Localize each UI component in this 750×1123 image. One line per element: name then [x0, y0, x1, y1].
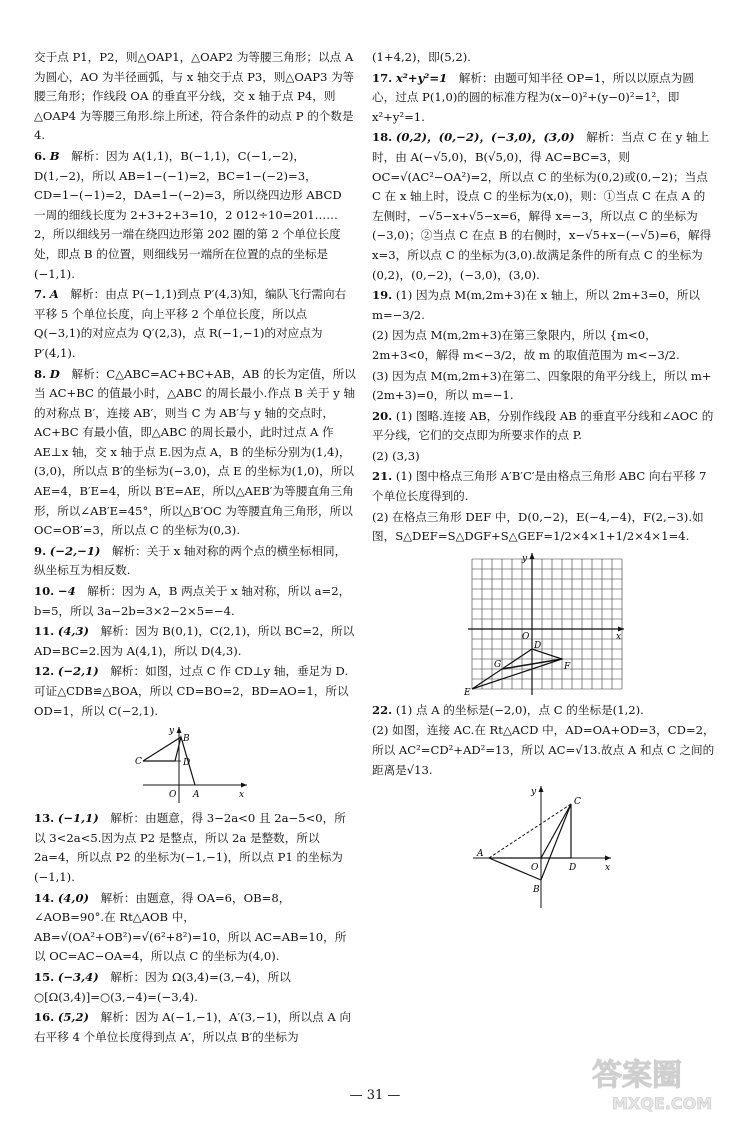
item-number: 15.	[34, 969, 55, 984]
item-number: 18.	[372, 130, 393, 145]
item-text: 解析：因为 Ω(3,4)=(3,−4)，所以○[Ω(3,4)]=○(3,−4)=(−3,4).	[34, 969, 291, 1004]
right-column	[372, 48, 716, 914]
svg-text:答案圈: 答案圈	[592, 1058, 682, 1093]
item-text: 解析：由题意，得 3−2a<0 且 2a−5<0，所以 3<2a<5.因为点 P2 是整点，所以 2a 是整数，所以 2a=4，所以点 P2 的坐标为(−1,−1)，所以点 P1 的坐标为(−1,1).	[34, 811, 346, 884]
item-number: 12.	[34, 664, 55, 679]
item-number: 17.	[372, 70, 393, 85]
item-answer: (−2,1)	[57, 664, 99, 679]
list-item	[372, 508, 716, 547]
item-number: 16.	[34, 1010, 55, 1025]
list-item	[34, 809, 356, 887]
item-text: 解析：因为 B(0,1)，C(2,1)，所以 BC=2，所以 AD=BC=2.因为 A(4,1)，所以 D(4,3).	[34, 624, 355, 658]
item-number: 22.	[372, 702, 393, 717]
figure-label: A	[477, 849, 484, 860]
item-text: 解析：由点 P(−1,1)到点 P′(4,3)知，编队飞行需向右平移 5 个单位长度，向上平移 2 个单位长度，所以点 Q(−3,1)的对应点为 Q′(2,3)，点 R(−1,−1)的对应点为 P′(4,1).	[34, 287, 347, 360]
list-item	[34, 889, 356, 967]
item-text: (2) (3,3)	[372, 448, 420, 463]
figure-label: y	[522, 553, 528, 564]
item-answer: (0,2)，(0,−2)，(−3,0)，(3,0)	[395, 130, 575, 145]
list-item	[372, 326, 716, 365]
item-text: (1) 图略.连接 AB，分别作线段 AB 的垂直平分线和∠AOC 的平分线，它们的交点即为所要求作的点 P.	[372, 408, 714, 443]
item-number: 11.	[34, 624, 55, 639]
list-item	[372, 48, 716, 68]
item-answer: (4,3)	[57, 624, 90, 639]
figure-label: D	[569, 863, 577, 874]
list-item	[34, 582, 356, 621]
list-item	[372, 69, 716, 128]
item-number: 9.	[34, 543, 47, 558]
figure-label: F	[564, 661, 571, 672]
item-text: (1) 图中格点三角形 A′B′C′是由格点三角形 ABC 向右平移 7 个单位长度得到的.	[372, 469, 707, 504]
page-number: — 31 —	[349, 1088, 401, 1103]
list-item	[34, 365, 356, 541]
item-text: 解析：由题意，得 OA=6，OB=8，∠AOB=90°.在 Rt△AOB 中，AB=√(OA²+OB²)=√(6²+8²)=10，所以 AC=AB=10，所以 OC=AC−OA=4，所以点 C 的坐标为(4,0).	[34, 890, 347, 964]
item-answer: B	[49, 148, 60, 163]
list-item	[34, 968, 356, 1007]
figure-21-grid	[454, 549, 634, 699]
svg-text:MXQE.COM: MXQE.COM	[612, 1094, 713, 1113]
item-number: 20.	[372, 408, 393, 423]
item-text: 解析：因为 A(−1,−1)，A′(3,−1)，所以点 A 向右平移 4 个单位长度得到点 A′，所以点 B′的坐标为	[34, 1010, 352, 1044]
item-number: 6.	[34, 148, 47, 163]
list-item	[372, 447, 716, 467]
list-item	[34, 542, 356, 581]
item-text: (2) 在格点三角形 DEF 中，D(0,−2)，E(−4,−4)，F(2,−3).如图，S△DEF=S△DGF+S△GEF=1/2×4×1+1/2×4×1=4.	[372, 509, 704, 544]
figure-label: A	[193, 790, 200, 801]
item-text: 解析：如图，过点 C 作 CD⊥y 轴，垂足为 D.可证△CDB≌△BOA，所以 CD=BO=2，BD=AO=1，所以 OD=1，所以 C(−2,1).	[34, 664, 349, 718]
watermark-logo	[582, 1047, 742, 1117]
list-item	[34, 48, 356, 146]
item-answer: x²+y²=1	[395, 70, 448, 85]
figure-22	[469, 782, 619, 912]
figure-label: O	[169, 790, 177, 801]
item-answer: (5,2)	[57, 1010, 90, 1025]
item-text: 解析：因为 A，B 两点关于 x 轴对称，所以 a=2，b=5，所以 3a−2b=3×2−2×5=−4.	[34, 584, 351, 618]
item-number: 13.	[34, 811, 55, 826]
item-answer: A	[49, 287, 59, 302]
item-text: (1) 点 A 的坐标是(−2,0)，点 C 的坐标是(1,2).	[395, 702, 644, 717]
list-item	[34, 285, 356, 363]
item-text: (1) 因为点 M(m,2m+3)在 x 轴上，所以 2m+3=0，所以 m=−3/2.	[372, 288, 700, 322]
figure-12	[135, 723, 255, 807]
figure-label: D	[534, 640, 542, 651]
item-text: 解析：当点 C 在 y 轴上时，由 A(−√5,0)，B(√5,0)，得 AC=BC=3，则 OC=√(AC²−OA²)=2，所以点 C 的坐标为(0,2)或(0,−2)；当点 C 在 x 轴上时，设点 C 的坐标为(x,0)，则：①当点 C 在点 A 的左侧时，−√5−x+√5−x=6，解得 x=−3，所以点 C 的坐标为(−3,0)；②当点 C 在点 B 的右侧时，x−√5+x−(−√5)=6，解得 x=3，所以点 C 的坐标为(3,0).故满足条件的所有点 C 的坐标为(0,2)，(0,−2)，(−3,0)，(3,0).	[372, 130, 712, 282]
item-text: 解析：C△ABC=AC+BC+AB，AB 的长为定值，所以当 AC+BC 的值最小时，△ABC 的周长最小.作点 B 关于 y 轴的对称点 B′，连接 AB′，则当 C 为 AB′与 y 轴的交点时，AC+BC 有最小值，即△ABC 的周长最小，此时过点 A 作 AE⊥x 轴，交 x 轴于点 E.因为点 A，B 的坐标分别为(1,4)，(3,0)，所以点 B′的坐标为(−3,0)，点 E 的坐标为(1,0)，所以 AE=4，B′E=4，所以 B′E=AE，所以△AEB′为等腰直角三角形，所以∠AB′E=45°，所以△B′OC 为等腰直角三角形，所以 OC=OB′=3，所以点 C 的坐标为(0,3).	[34, 366, 356, 538]
item-number: 8.	[34, 366, 47, 381]
item-number: 10.	[34, 584, 55, 599]
figure-label: x	[616, 631, 622, 642]
figure-label: O	[522, 631, 530, 642]
item-answer: (−3,4)	[57, 969, 99, 984]
figure-label: C	[135, 757, 142, 768]
list-item	[34, 147, 356, 284]
item-text: (2) 如图，连接 AC.在 Rt△ACD 中，AD=OA+OD=3，CD=2，所以 AC²=CD²+AD²=13，所以 AC=√13.故点 A 和点 C 之间的距离是√13.	[372, 723, 715, 777]
list-item	[34, 662, 356, 721]
item-text: 交于点 P1，P2，则△OAP1，△OAP2 为等腰三角形；以点 A 为圆心，AO 为半径画弧，与 x 轴交于点 P3，则△OAP3 为等腰三角形；作线段 OA 的垂直平分线，交 x 轴于点 P4，则△OAP4 为等腰三角形.综上所述，符合条件的动点 P 的个数是 4.	[34, 50, 355, 143]
list-item	[34, 622, 356, 661]
item-answer: D	[49, 366, 60, 381]
list-item	[372, 407, 716, 446]
figure-label: C	[574, 797, 581, 808]
figure-label: O	[531, 863, 539, 874]
list-item	[372, 286, 716, 325]
item-text: 解析：因为 A(1,1)，B(−1,1)，C(−1,−2)，D(1,−2)，所以 AB=1−(−1)=2，BC=1−(−2)=3，CD=1−(−1)=2，DA=1−(−2)=3，所以绕四边形 ABCD 一周的细线长度为 2+3+2+3=10，2 012÷10=201……2，所以细线另一端在绕四边形第 202 圈的第 2 个单位长度处，即点 B 的位置，则细线另一端所在位置的点的坐标是(−1,1).	[34, 148, 342, 281]
item-text: (2) 因为点 M(m,2m+3)在第三象限内，所以 {m<0，2m+3<0，解得 m<−3/2，故 m 的取值范围为 m<−3/2.	[372, 328, 680, 362]
item-number: 19.	[372, 288, 393, 303]
list-item	[34, 1008, 356, 1047]
figure-label: x	[239, 790, 245, 801]
left-column	[34, 48, 356, 1048]
list-item	[372, 467, 716, 506]
item-text: 解析：由题可知半径 OP=1，所以以原点为圆心，过点 P(1,0)的圆的标准方程为(x−0)²+(y−0)²=1²，即 x²+y²=1.	[372, 70, 694, 124]
item-answer: −4	[57, 584, 76, 599]
figure-label: y	[169, 726, 175, 737]
item-answer: (4,0)	[57, 890, 90, 905]
figure-label: B	[183, 734, 190, 745]
figure-label: y	[531, 787, 537, 798]
figure-label: D	[183, 758, 191, 769]
item-text: 解析：关于 x 轴对称的两个点的横坐标相同，纵坐标互为相反数.	[34, 543, 347, 578]
figure-label: E	[464, 687, 471, 698]
item-answer: (−2,−1)	[49, 543, 101, 558]
item-number: 7.	[34, 287, 47, 302]
figure-label: B	[533, 885, 540, 896]
list-item	[372, 367, 716, 406]
item-number: 21.	[372, 469, 393, 484]
figure-label: G	[494, 659, 502, 670]
item-text: (1+4,2)，即(5,2).	[372, 50, 471, 64]
item-number: 14.	[34, 890, 55, 905]
list-item	[372, 721, 716, 780]
item-answer: (−1,1)	[57, 811, 99, 826]
list-item	[372, 701, 716, 721]
item-text: (3) 因为点 M(m,2m+3)在第二、四象限的角平分线上，所以 m+(2m+3)=0，所以 m=−1.	[372, 368, 712, 403]
list-item	[372, 128, 716, 285]
figure-label: x	[605, 863, 611, 874]
